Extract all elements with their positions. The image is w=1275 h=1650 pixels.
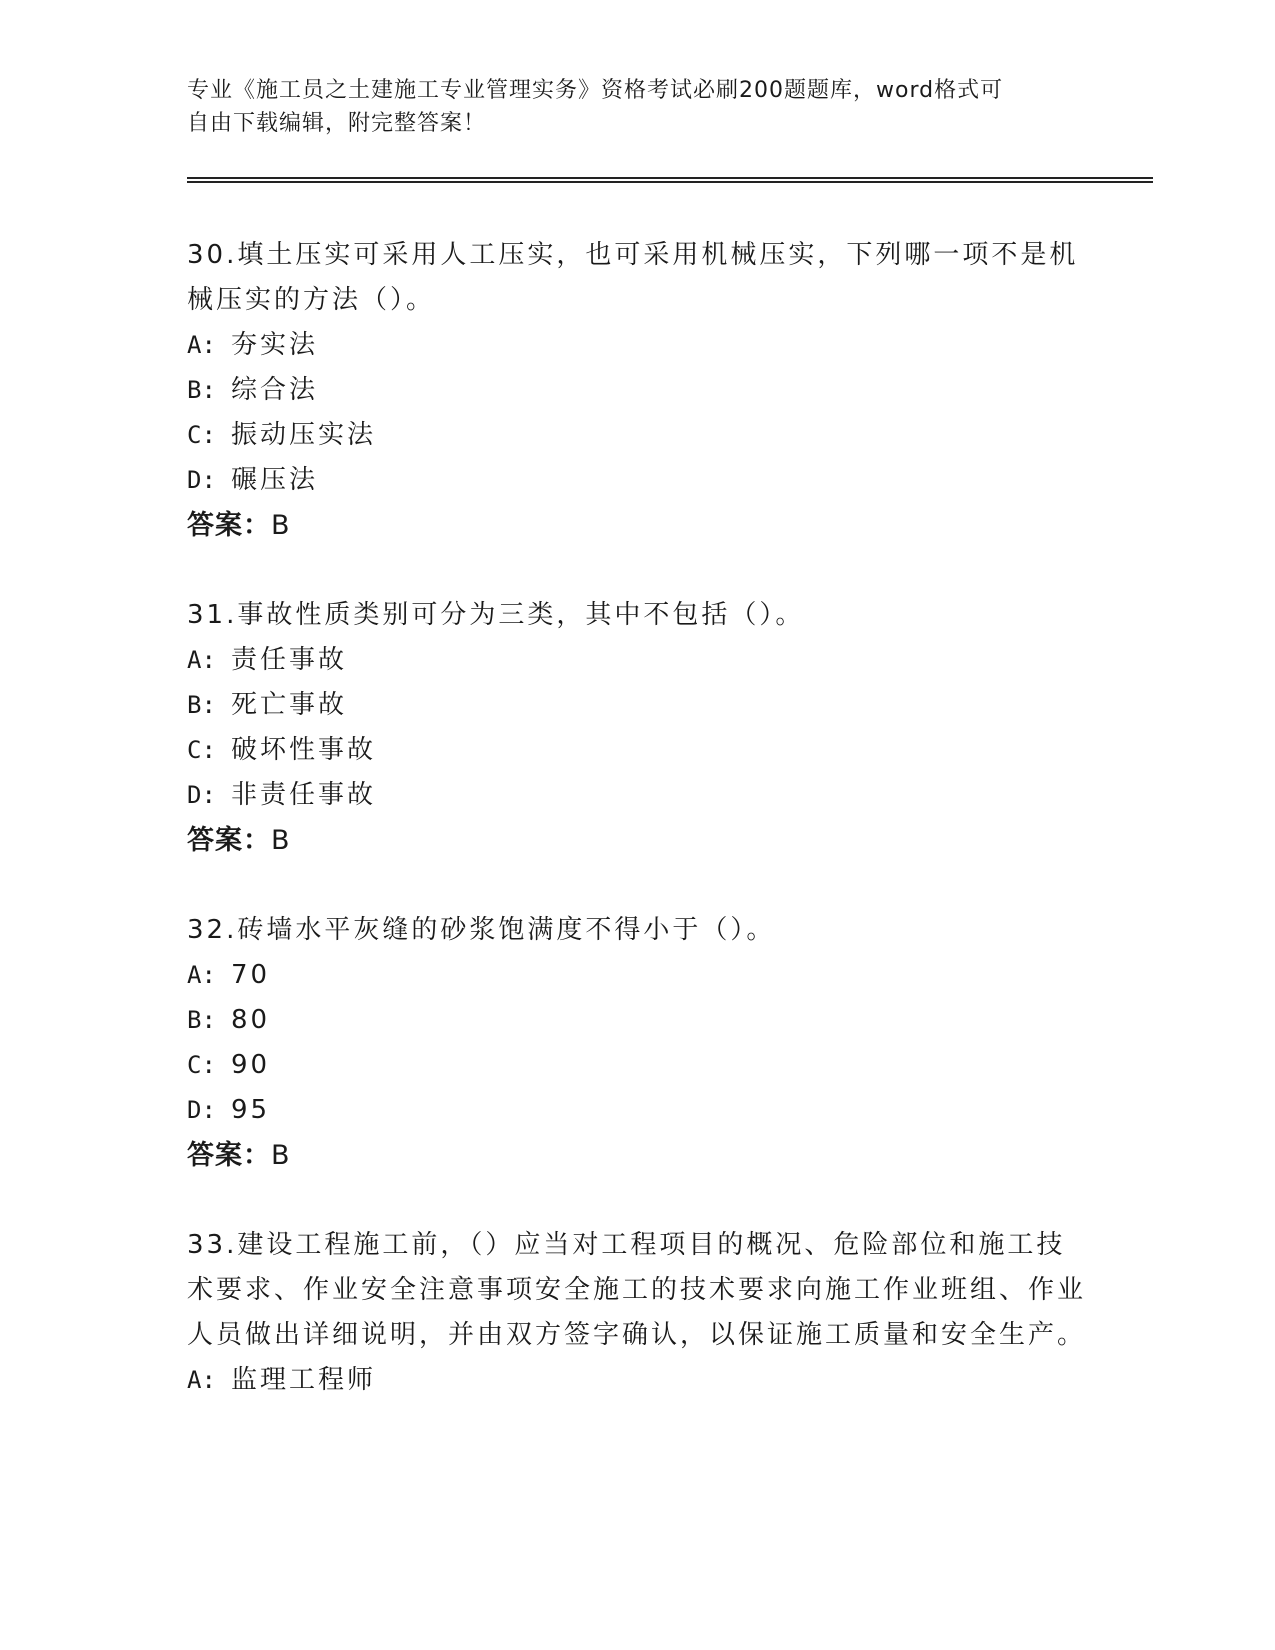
option-letter: D: — [187, 1096, 216, 1124]
option-a — [187, 638, 1087, 683]
option-letter: C: — [187, 421, 216, 449]
option-text: 振动压实法 — [231, 420, 377, 450]
question-text: 31.事故性质类别可分为三类，其中不包括（）。 — [187, 600, 805, 630]
option-text: 碾压法 — [231, 465, 319, 495]
option-d — [187, 773, 1087, 818]
option-text: 责任事故 — [231, 645, 348, 675]
option-a — [187, 323, 1087, 368]
option-letter: B: — [187, 1006, 216, 1034]
question-30 — [187, 233, 1087, 549]
option-a — [187, 1358, 1087, 1403]
answer-value: B — [271, 510, 291, 541]
question-33 — [187, 1223, 1087, 1403]
option-letter: C: — [187, 1051, 216, 1079]
question-text: 30.填土压实可采用人工压实，也可采用机械压实，下列哪一项不是机械压实的方法（）。 — [187, 240, 1079, 315]
answer-line — [187, 818, 1087, 864]
option-letter: A: — [187, 961, 216, 989]
option-b — [187, 368, 1087, 413]
option-text: 95 — [231, 1095, 271, 1125]
option-text: 90 — [231, 1050, 271, 1080]
answer-label: 答案： — [187, 1140, 271, 1171]
option-c — [187, 1043, 1087, 1088]
option-letter: B: — [187, 376, 216, 404]
option-text: 监理工程师 — [231, 1365, 377, 1395]
option-c — [187, 728, 1087, 773]
option-text: 80 — [231, 1005, 271, 1035]
question-32 — [187, 908, 1087, 1179]
option-c — [187, 413, 1087, 458]
document-header — [187, 74, 1067, 140]
option-letter: A: — [187, 331, 216, 359]
option-a — [187, 953, 1087, 998]
answer-line — [187, 503, 1087, 549]
option-d — [187, 458, 1087, 503]
option-letter: C: — [187, 736, 216, 764]
answer-value: B — [271, 825, 291, 856]
answer-value: B — [271, 1140, 291, 1171]
question-list — [187, 233, 1087, 1447]
option-text: 死亡事故 — [231, 690, 348, 720]
option-b — [187, 683, 1087, 728]
header-line-2: 自由下载编辑，附完整答案！ — [187, 111, 487, 136]
option-letter: D: — [187, 466, 216, 494]
option-text: 综合法 — [231, 375, 319, 405]
option-b — [187, 998, 1087, 1043]
question-31 — [187, 593, 1087, 864]
header-line-1: 专业《施工员之土建施工专业管理实务》资格考试必刷200题题库，word格式可 — [187, 78, 1004, 103]
option-d — [187, 1088, 1087, 1133]
answer-label: 答案： — [187, 825, 271, 856]
option-text: 破坏性事故 — [231, 735, 377, 765]
answer-line — [187, 1133, 1087, 1179]
option-letter: B: — [187, 691, 216, 719]
option-text: 非责任事故 — [231, 780, 377, 810]
option-text: 70 — [231, 960, 271, 990]
option-letter: D: — [187, 781, 216, 809]
header-double-rule — [187, 177, 1153, 183]
option-letter: A: — [187, 1366, 216, 1394]
question-text: 32.砖墙水平灰缝的砂浆饱满度不得小于（）。 — [187, 915, 776, 945]
option-letter: A: — [187, 646, 216, 674]
option-text: 夯实法 — [231, 330, 319, 360]
question-text: 33.建设工程施工前，（）应当对工程项目的概况、危险部位和施工技术要求、作业安全注意事项安全施工的技术要求向施工作业班组、作业人员做出详细说明，并由双方签字确认，以保证施工质量和安全生产。 — [187, 1230, 1087, 1350]
answer-label: 答案： — [187, 510, 271, 541]
